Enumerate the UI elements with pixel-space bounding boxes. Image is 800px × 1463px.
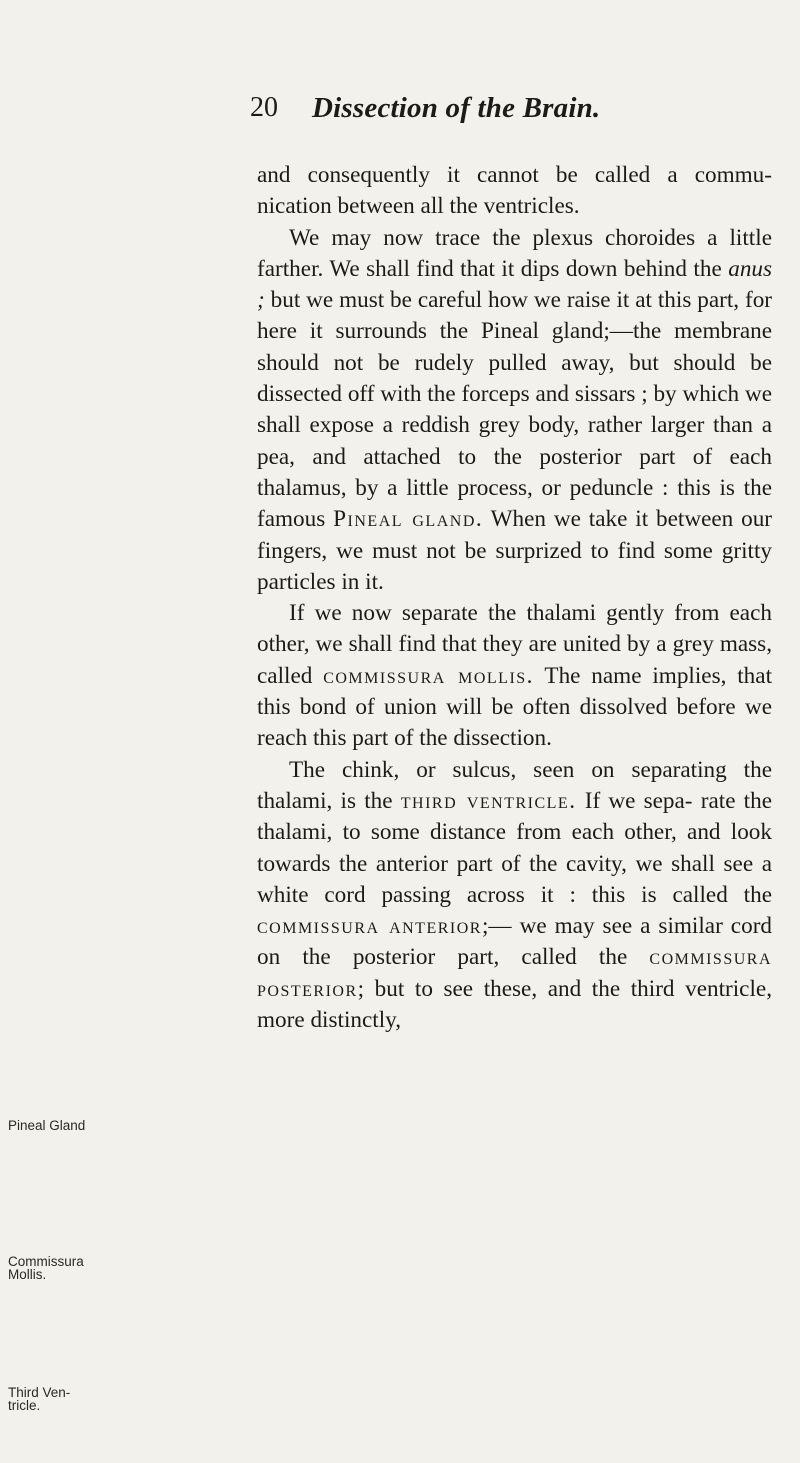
page-header <box>250 92 710 132</box>
paragraph: If we now separate the thalami gently from each other, we shall find that they are united by a grey mass, called commissura mollis. The name implies, that this bond of union will be often dissolved before we reach this part of the dissection. <box>257 600 773 752</box>
body-text <box>257 160 772 1036</box>
small-caps-term: commissura mollis. <box>323 662 534 689</box>
margin-note-commissura-mollis: Commissura Mollis. <box>8 1254 84 1282</box>
italic-term: anus ; <box>257 255 773 314</box>
margin-note-third-ventricle: Third Ven- tricle. <box>8 1385 71 1413</box>
small-caps-term: Pineal gland. <box>333 506 484 533</box>
page-number: 20 <box>250 92 278 123</box>
paragraph: and consequently it cannot be called a commu- nication between all the ventricles. <box>257 162 772 220</box>
margin-note-pineal-gland: Pineal Gland <box>8 1118 86 1133</box>
paragraph: The chink, or sulcus, seen on separating the thalami, is the third ventricle. If we sepa- rate the thalami, to some distance from each other, and look towards the anterior part of the cavity, we shall see a white cord passing across it : this is called the commissura anterior;— we may see a similar cord on the posterior part, called the commissura posterior; but to see these, and the third ventricle, more distinctly, <box>257 756 773 1034</box>
small-caps-term: commissura anterior <box>257 913 482 940</box>
paragraph: We may now trace the plexus choroides a little farther. We shall find that it dips down behind the anus ; but we must be careful how we raise it at this part, for here it surrounds the Pineal gland;—the membrane should not be rudely pulled away, but should be dissected off with the forceps and sissars ; by which we shall expose a reddish grey body, rather larger than a pea, and attached to the posterior part of each thalamus, by a little process, or peduncle : this is the famous Pineal gland. When we take it between our fingers, we must not be surprized to find some gritty particles in it. <box>257 224 773 595</box>
small-caps-term: commissura posterior <box>257 944 772 1002</box>
small-caps-term: third ventricle. <box>400 787 577 814</box>
running-title: Dissection of the Brain. <box>312 92 601 124</box>
